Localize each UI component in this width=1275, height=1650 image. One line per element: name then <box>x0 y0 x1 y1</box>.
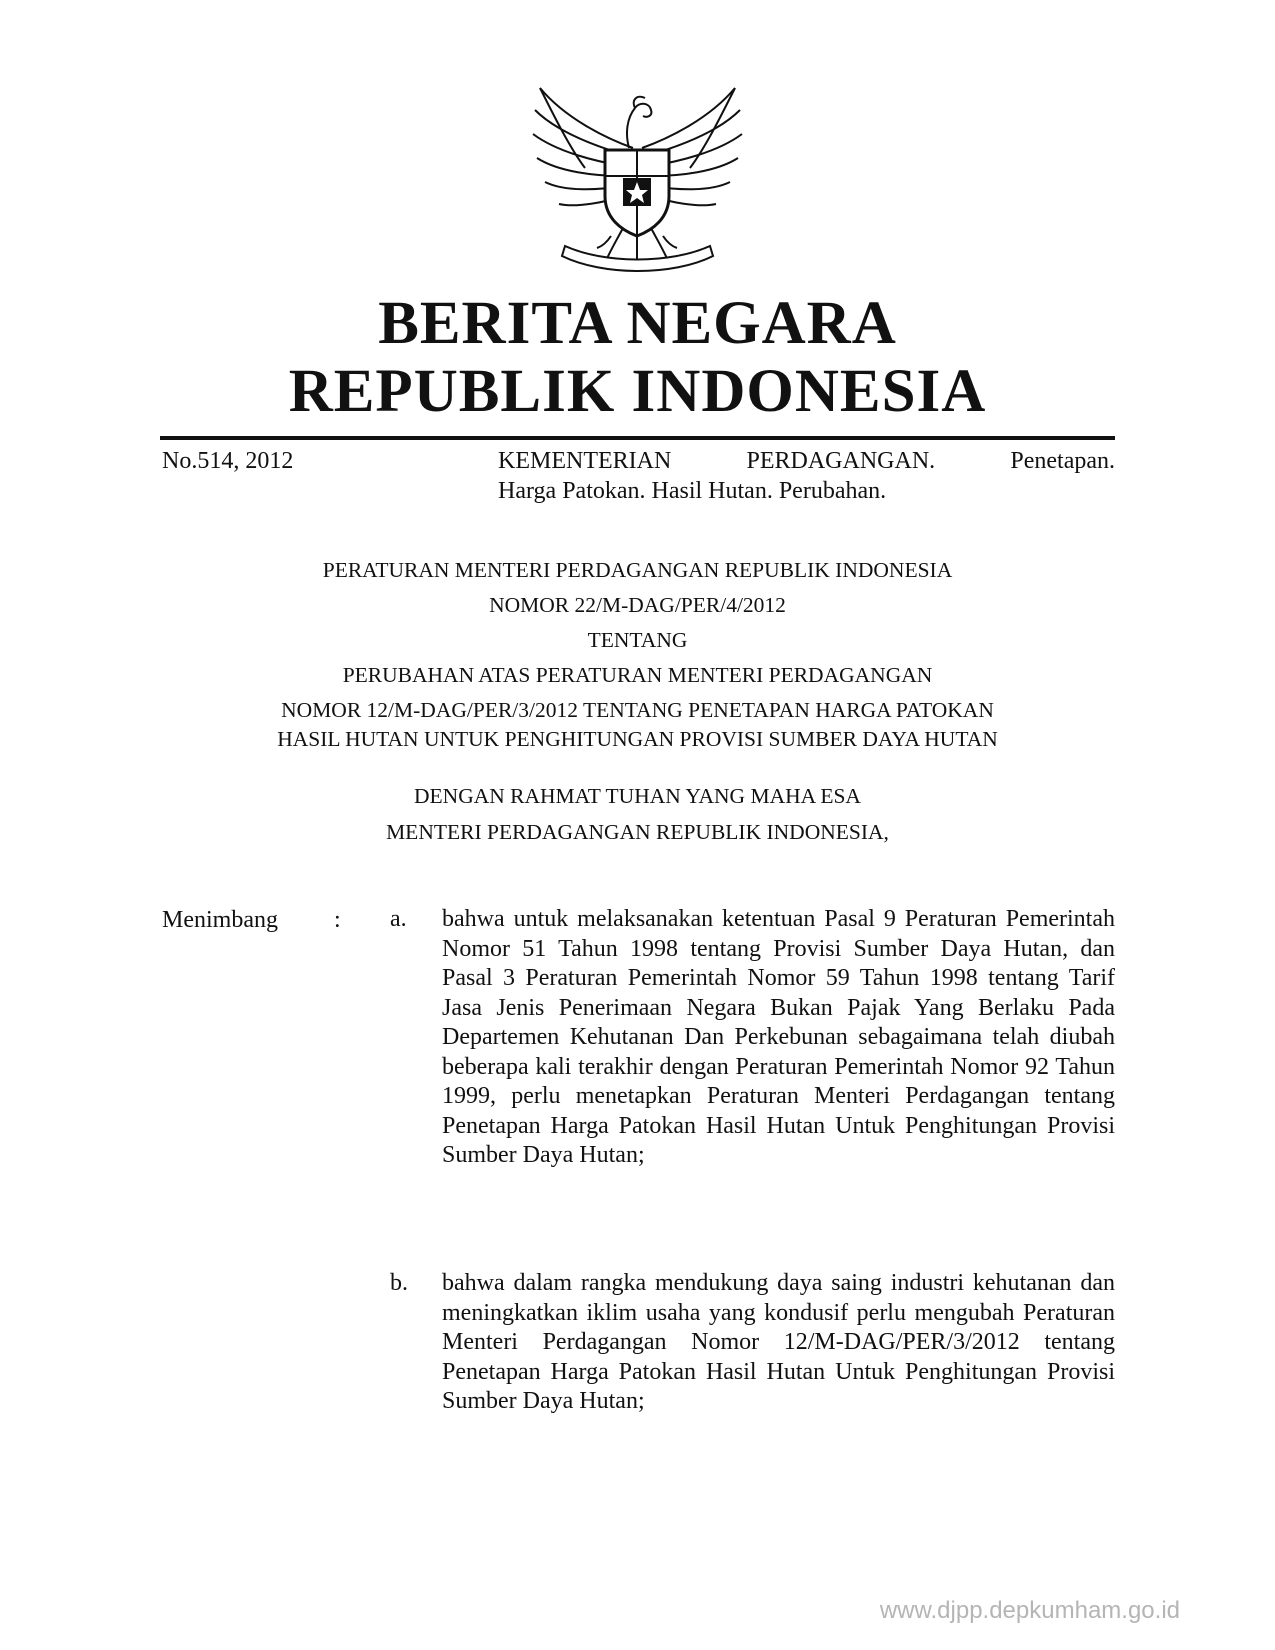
regulation-title-line-1: PERATURAN MENTERI PERDAGANGAN REPUBLIK INDONESIA <box>322 558 953 582</box>
issue-number: No.514, 2012 <box>162 448 294 474</box>
considering-item-text: bahwa untuk melaksanakan ketentuan Pasal 9 Peraturan Pemerintah Nomor 51 Tahun 1998 tentang Provisi Sumber Daya Hutan, dan Pasal 3 Peraturan Pemerintah Nomor 59 Tahun 1998 tentang Tarif Jasa Jenis Penerimaan Negara Bukan Pajak Yang Berlaku Pada Departemen Kehutanan Dan Perkebunan sebagaimana telah diubah beberapa kali terakhir dengan Peraturan Pemerintah Nomor 92 Tahun 1999, perlu menetapkan Peraturan Menteri Perdagangan tentang Penetapan Harga Patokan Hasil Hutan Untuk Penghitungan Provisi Sumber Daya Hutan; <box>442 906 1115 1168</box>
considering-item-b <box>390 1269 1115 1417</box>
preamble-line-2: MENTERI PERDAGANGAN REPUBLIK INDONESIA, <box>386 820 889 844</box>
considering-colon: : <box>334 907 341 933</box>
considering-item-text: bahwa dalam rangka mendukung daya saing industri kehutanan dan meningkatkan iklim usaha yang kondusif perlu mengubah Peraturan Menteri Perdagangan Nomor 12/M-DAG/PER/3/2012 tentang Penetapan Harga Patokan Hasil Hutan Untuk Penghitungan Provisi Sumber Daya Hutan; <box>442 1270 1115 1414</box>
regulation-number: NOMOR 22/M-DAG/PER/4/2012 <box>489 593 786 617</box>
masthead <box>0 290 1275 426</box>
considering-item-marker: b. <box>390 1270 408 1296</box>
regulation-about: TENTANG <box>587 628 688 652</box>
preamble <box>160 782 1115 854</box>
masthead-line-2: REPUBLIK INDONESIA <box>288 358 987 425</box>
source-watermark: www.djpp.depkumham.go.id <box>879 1597 1180 1624</box>
issue-subject <box>498 446 1115 506</box>
regulation-subject-line-2: NOMOR 12/M-DAG/PER/3/2012 TENTANG PENETAPAN HARGA PATOKAN <box>281 698 994 722</box>
preamble-line-1: DENGAN RAHMAT TUHAN YANG MAHA ESA <box>414 784 861 808</box>
regulation-subject-line-3: HASIL HUTAN UNTUK PENGHITUNGAN PROVISI SUMBER DAYA HUTAN <box>277 727 998 751</box>
issue-subject-line-1: KEMENTERIAN PERDAGANGAN. Penetapan. <box>498 448 1115 474</box>
garuda-pancasila-emblem <box>525 78 750 278</box>
considering-item-marker: a. <box>390 906 407 932</box>
issue-subject-line-2: Harga Patokan. Hasil Hutan. Perubahan. <box>498 478 887 504</box>
considering-item-a <box>390 905 1115 1171</box>
considering-label: Menimbang <box>162 907 278 933</box>
regulation-title <box>160 556 1115 754</box>
regulation-subject-line-1: PERUBAHAN ATAS PERATURAN MENTERI PERDAGANGAN <box>342 663 933 687</box>
masthead-divider <box>160 436 1115 440</box>
masthead-line-1: BERITA NEGARA <box>378 290 897 357</box>
